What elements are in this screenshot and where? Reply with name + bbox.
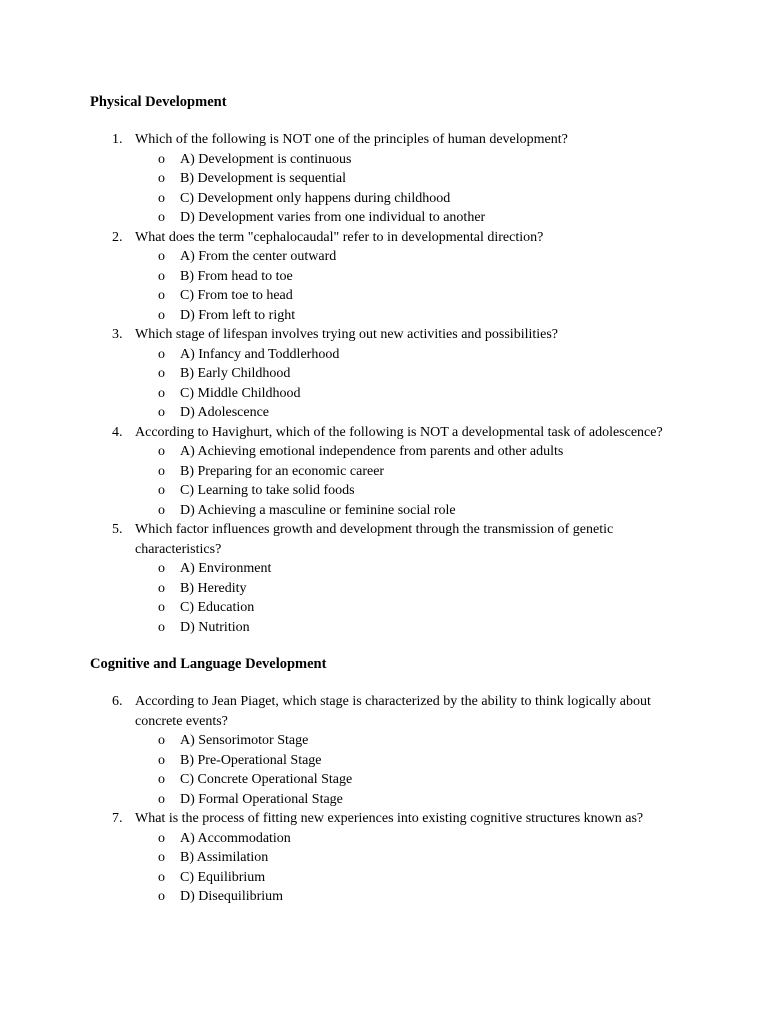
section-heading-cognitive-language-development: Cognitive and Language Development xyxy=(90,656,327,672)
question-text: Which factor influences growth and development through the transmission of genetic characteristics? xyxy=(135,522,614,557)
bullet-icon: o xyxy=(158,151,165,167)
option-text: A) Development is continuous xyxy=(180,151,352,167)
question-number: 1. xyxy=(112,132,123,147)
question-text: Which stage of lifespan involves trying out new activities and possibilities? xyxy=(135,327,559,342)
answer-option xyxy=(135,887,695,907)
question-item xyxy=(0,692,695,809)
bullet-icon: o xyxy=(158,502,165,518)
answer-option xyxy=(135,579,695,599)
option-text: A) Accommodation xyxy=(180,830,291,846)
question-item xyxy=(0,325,695,423)
option-text: D) Disequilibrium xyxy=(180,889,284,904)
option-text: B) Preparing for an economic career xyxy=(180,463,385,479)
answer-option xyxy=(135,731,695,751)
bullet-icon: o xyxy=(158,307,165,323)
option-text: B) Heredity xyxy=(180,580,247,596)
answer-option xyxy=(135,790,695,810)
bullet-icon: o xyxy=(158,619,165,635)
option-text: A) From the center outward xyxy=(180,249,337,264)
bullet-icon: o xyxy=(158,249,165,264)
answer-option xyxy=(135,848,695,868)
bullet-icon: o xyxy=(158,850,165,865)
option-text: A) Infancy and Toddlerhood xyxy=(180,346,340,362)
option-list xyxy=(135,345,695,423)
bullet-icon: o xyxy=(158,830,165,846)
answer-option xyxy=(135,345,695,365)
option-text: C) From toe to head xyxy=(180,288,293,303)
question-number: 4. xyxy=(112,424,123,440)
answer-option xyxy=(135,306,695,326)
answer-option xyxy=(135,442,695,462)
bullet-icon: o xyxy=(158,483,165,498)
bullet-icon: o xyxy=(158,346,165,362)
bullet-icon: o xyxy=(158,772,165,787)
option-text: B) Pre-Operational Stage xyxy=(180,752,322,768)
question-number: 5. xyxy=(112,522,123,537)
option-list xyxy=(135,829,695,907)
question-item xyxy=(0,520,695,637)
answer-option xyxy=(135,462,695,482)
question-text: According to Jean Piaget, which stage is characterized by the ability to think logically about concrete events? xyxy=(135,694,651,729)
option-text: C) Education xyxy=(180,600,255,615)
option-text: C) Learning to take solid foods xyxy=(180,483,355,498)
question-text: Which of the following is NOT one of the principles of human development? xyxy=(135,132,568,147)
option-text: C) Middle Childhood xyxy=(180,385,301,401)
bullet-icon: o xyxy=(158,580,165,596)
answer-option xyxy=(135,169,695,189)
option-text: A) Environment xyxy=(180,561,272,576)
bullet-icon: o xyxy=(158,385,165,401)
answer-option xyxy=(135,267,695,287)
question-number: 2. xyxy=(112,229,123,245)
question-text: According to Havighurt, which of the following is NOT a developmental task of adolescence? xyxy=(135,424,663,440)
answer-option xyxy=(135,618,695,638)
answer-option xyxy=(135,286,695,306)
answer-option xyxy=(135,501,695,521)
answer-option xyxy=(135,150,695,170)
question-number: 3. xyxy=(112,327,123,342)
answer-option xyxy=(135,384,695,404)
answer-option xyxy=(135,403,695,423)
question-item xyxy=(0,228,695,326)
question-text: What does the term "cephalocaudal" refer to in developmental direction? xyxy=(135,229,544,245)
bullet-icon: o xyxy=(158,600,165,615)
section-heading-physical-development: Physical Development xyxy=(90,94,227,110)
option-text: B) Early Childhood xyxy=(180,366,291,381)
question-item xyxy=(0,130,695,228)
option-text: C) Concrete Operational Stage xyxy=(180,772,353,787)
option-text: D) Formal Operational Stage xyxy=(180,791,343,807)
option-text: B) From head to toe xyxy=(180,268,293,284)
option-text: A) Achieving emotional independence from parents and other adults xyxy=(180,444,564,459)
question-list-cognitive xyxy=(0,692,768,907)
answer-option xyxy=(135,208,695,228)
bullet-icon: o xyxy=(158,733,165,748)
bullet-icon: o xyxy=(158,752,165,768)
question-text: What is the process of fitting new experiences into existing cognitive structures known as? xyxy=(135,811,644,826)
bullet-icon: o xyxy=(158,561,165,576)
bullet-icon: o xyxy=(158,889,165,904)
answer-option xyxy=(135,598,695,618)
question-item xyxy=(0,809,695,907)
bullet-icon: o xyxy=(158,171,165,186)
answer-option xyxy=(135,559,695,579)
bullet-icon: o xyxy=(158,190,165,206)
bullet-icon: o xyxy=(158,463,165,479)
option-list xyxy=(135,559,695,637)
question-item xyxy=(0,423,695,521)
bullet-icon: o xyxy=(158,405,165,420)
option-text: D) Nutrition xyxy=(180,619,250,635)
answer-option xyxy=(135,751,695,771)
question-number: 7. xyxy=(112,811,123,826)
answer-option xyxy=(135,364,695,384)
option-list xyxy=(135,247,695,325)
bullet-icon: o xyxy=(158,288,165,303)
option-text: C) Equilibrium xyxy=(180,869,266,885)
bullet-icon: o xyxy=(158,268,165,284)
option-list xyxy=(135,731,695,809)
bullet-icon: o xyxy=(158,869,165,885)
question-list-physical xyxy=(0,130,768,637)
answer-option xyxy=(135,770,695,790)
option-text: D) From left to right xyxy=(180,307,296,323)
bullet-icon: o xyxy=(158,210,165,225)
option-text: C) Development only happens during childhood xyxy=(180,190,451,206)
option-text: A) Sensorimotor Stage xyxy=(180,733,309,748)
option-list xyxy=(135,150,695,228)
answer-option xyxy=(135,481,695,501)
option-text: D) Development varies from one individual to another xyxy=(180,210,486,225)
answer-option xyxy=(135,829,695,849)
option-text: B) Development is sequential xyxy=(180,171,347,186)
option-list xyxy=(135,442,695,520)
answer-option xyxy=(135,189,695,209)
question-number: 6. xyxy=(112,694,123,709)
answer-option xyxy=(135,247,695,267)
bullet-icon: o xyxy=(158,444,165,459)
bullet-icon: o xyxy=(158,791,165,807)
option-text: B) Assimilation xyxy=(180,850,269,865)
answer-option xyxy=(135,868,695,888)
option-text: D) Achieving a masculine or feminine social role xyxy=(180,502,456,518)
bullet-icon: o xyxy=(158,366,165,381)
option-text: D) Adolescence xyxy=(180,405,270,420)
